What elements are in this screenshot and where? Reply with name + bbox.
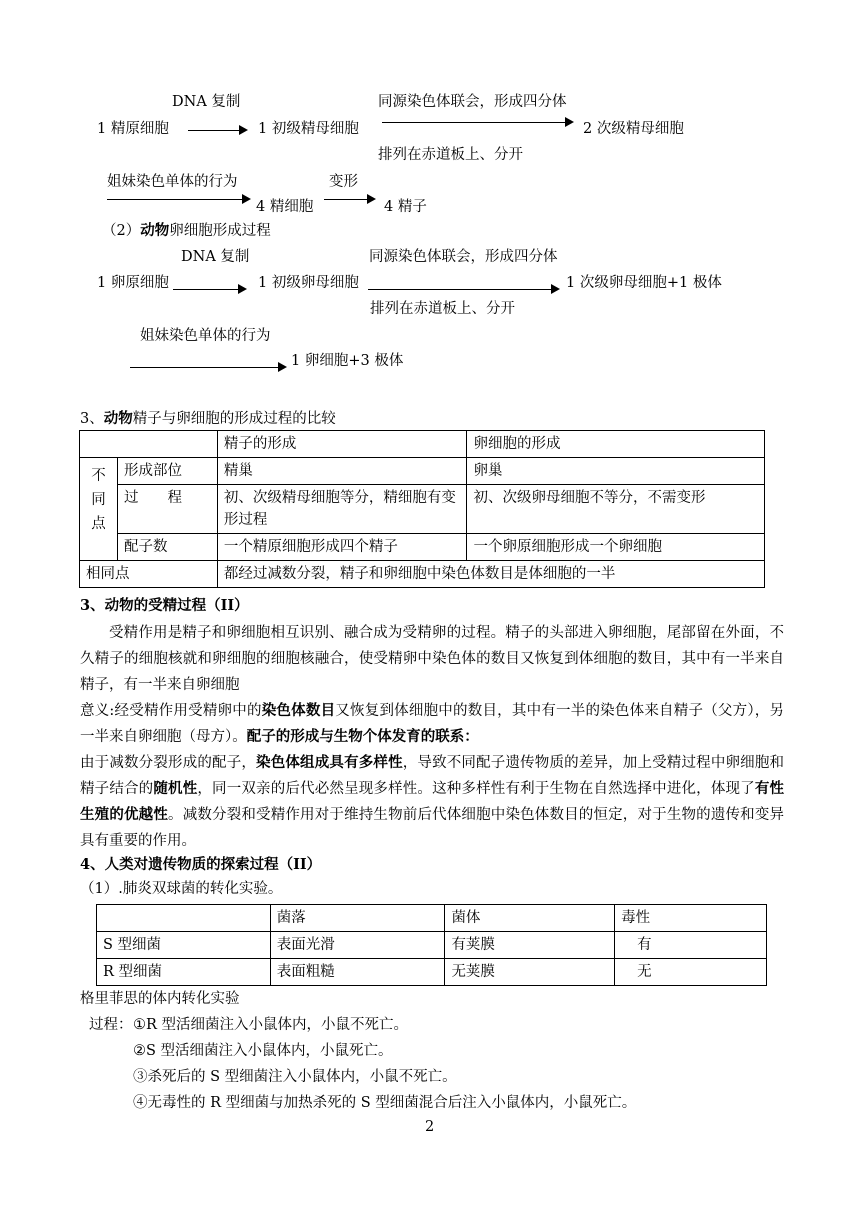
arrow-egg-1 bbox=[173, 289, 245, 290]
egg-formation-heading: （2）动物卵细胞形成过程 bbox=[102, 222, 271, 239]
spermatogonium-label: 1 精原细胞 bbox=[97, 121, 169, 137]
table-cell: S 型细菌 bbox=[97, 932, 271, 959]
col-header-body: 菌体 bbox=[445, 905, 615, 932]
table-cell: R 型细菌 bbox=[97, 959, 271, 986]
table-cell: 有 bbox=[615, 932, 767, 959]
list-item: ③杀死后的 S 型细菌注入小鼠体内，小鼠不死亡。 bbox=[133, 1069, 457, 1085]
oogonium-label: 1 卵原细胞 bbox=[97, 275, 169, 291]
diversity-paragraph: 由于减数分裂形成的配子，染色体组成具有多样性，导致不同配子遗传物质的差异，加上受精过程中卵细胞和精子结合的随机性，同一双亲的后代必然呈现多样性。这种多样性有利于生物在自然选择中进化，体现了有性生殖的优越性。减数分裂和受精作用对于维持生物前后代体细胞中染色体数目的恒定，对于生物的遗传和变异具有重要的作用。 bbox=[80, 754, 785, 849]
comparison-table bbox=[79, 430, 765, 588]
table-cell: 表面粗糙 bbox=[270, 959, 445, 986]
comparison-heading: 3、动物精子与卵细胞的形成过程的比较 bbox=[80, 410, 336, 427]
sperm-label: 4 精子 bbox=[384, 199, 427, 215]
row-label: 过 程 bbox=[117, 485, 217, 534]
col-header-toxicity: 毒性 bbox=[615, 905, 767, 932]
table-cell: 一个卵原细胞形成一个卵细胞 bbox=[467, 534, 765, 561]
egg-sister-chromatid-label: 姐妹染色单体的行为 bbox=[140, 328, 271, 344]
process-label: 过程： bbox=[89, 1017, 133, 1033]
table-row bbox=[80, 561, 765, 588]
griffith-heading: 格里菲思的体内转化实验 bbox=[80, 991, 240, 1007]
table-cell: 有荚膜 bbox=[445, 932, 615, 959]
table-cell: 表面光滑 bbox=[270, 932, 445, 959]
arrow-egg-3 bbox=[130, 367, 285, 368]
row-label: 配子数 bbox=[117, 534, 217, 561]
table-cell: 无 bbox=[615, 959, 767, 986]
list-item: ②S 型活细菌注入小鼠体内，小鼠死亡。 bbox=[133, 1043, 393, 1059]
spermatids-label: 4 精细胞 bbox=[256, 199, 314, 215]
table-row bbox=[80, 431, 765, 458]
table-cell: 卵巢 bbox=[467, 458, 765, 485]
table-row bbox=[80, 485, 765, 534]
table-row bbox=[97, 905, 767, 932]
sperm-synapsis-label: 同源染色体联会，形成四分体 bbox=[378, 94, 567, 110]
table-corner-cell bbox=[80, 431, 218, 458]
primary-oocyte-label: 1 初级卵母细胞 bbox=[258, 275, 359, 291]
bacteria-table bbox=[96, 904, 767, 986]
table-corner-cell bbox=[97, 905, 271, 932]
differences-label: 不 同 点 bbox=[80, 458, 118, 561]
arrow-egg-2 bbox=[368, 289, 558, 290]
col-header-sperm: 精子的形成 bbox=[217, 431, 467, 458]
table-row bbox=[80, 458, 765, 485]
arrow-sperm-4 bbox=[324, 199, 374, 200]
egg-dna-copy-label: DNA 复制 bbox=[181, 249, 250, 265]
table-cell: 精巢 bbox=[217, 458, 467, 485]
table-cell: 初、次级精母细胞等分，精细胞有变形过程 bbox=[217, 485, 467, 534]
table-row bbox=[97, 959, 767, 986]
table-row bbox=[80, 534, 765, 561]
page-number: 2 bbox=[425, 1119, 435, 1135]
col-header-colony: 菌落 bbox=[270, 905, 445, 932]
row-label: 形成部位 bbox=[117, 458, 217, 485]
table-cell: 无荚膜 bbox=[445, 959, 615, 986]
arrow-sperm-1 bbox=[188, 130, 246, 131]
sperm-equator-label: 排列在赤道板上、分开 bbox=[378, 147, 523, 163]
arrow-sperm-3 bbox=[107, 199, 249, 200]
same-text: 都经过减数分裂，精子和卵细胞中染色体数目是体细胞的一半 bbox=[217, 561, 764, 588]
secondary-oocyte-label: 1 次级卵母细胞+1 极体 bbox=[566, 275, 722, 291]
table-cell: 一个精原细胞形成四个精子 bbox=[217, 534, 467, 561]
egg-synapsis-label: 同源染色体联会，形成四分体 bbox=[369, 249, 558, 265]
primary-spermatocyte-label: 1 初级精母细胞 bbox=[258, 121, 359, 137]
list-item: ①R 型活细菌注入小鼠体内，小鼠不死亡。 bbox=[133, 1017, 409, 1033]
arrow-sperm-2 bbox=[382, 122, 572, 123]
transform-label: 变形 bbox=[329, 174, 358, 190]
genetic-material-heading: 4、人类对遗传物质的探索过程（II） bbox=[80, 856, 322, 873]
fertilization-paragraph: 受精作用是精子和卵细胞相互识别、融合成为受精卵的过程。精子的头部进入卵细胞，尾部留在外面，不久精子的细胞核就和卵细胞的细胞核融合，使受精卵中染色体的数目又恢复到体细胞的数目，其中有一半来自精子，有一半来自卵细胞 bbox=[80, 625, 784, 693]
col-header-egg: 卵细胞的形成 bbox=[467, 431, 765, 458]
list-item: ④无毒性的 R 型细菌与加热杀死的 S 型细菌混合后注入小鼠体内，小鼠死亡。 bbox=[133, 1095, 637, 1111]
table-row bbox=[97, 932, 767, 959]
egg-result-label: 1 卵细胞+3 极体 bbox=[291, 353, 404, 369]
same-label: 相同点 bbox=[80, 561, 218, 588]
pneumococcus-heading: （1）.肺炎双球菌的转化实验。 bbox=[80, 881, 283, 897]
meaning-paragraph: 意义:经受精作用受精卵中的染色体数目又恢复到体细胞中的数目，其中有一半的染色体来自精子（父方），另一半来自卵细胞（母方）。配子的形成与生物个体发育的联系： bbox=[80, 702, 785, 745]
egg-equator-label: 排列在赤道板上、分开 bbox=[370, 301, 515, 317]
secondary-spermatocyte-label: 2 次级精母细胞 bbox=[583, 121, 684, 137]
table-cell: 初、次级卵母细胞不等分，不需变形 bbox=[467, 485, 765, 534]
sperm-dna-copy-label: DNA 复制 bbox=[172, 94, 241, 110]
fertilization-heading: 3、动物的受精过程（II） bbox=[80, 597, 249, 614]
sperm-sister-chromatid-label: 姐妹染色单体的行为 bbox=[107, 174, 238, 190]
